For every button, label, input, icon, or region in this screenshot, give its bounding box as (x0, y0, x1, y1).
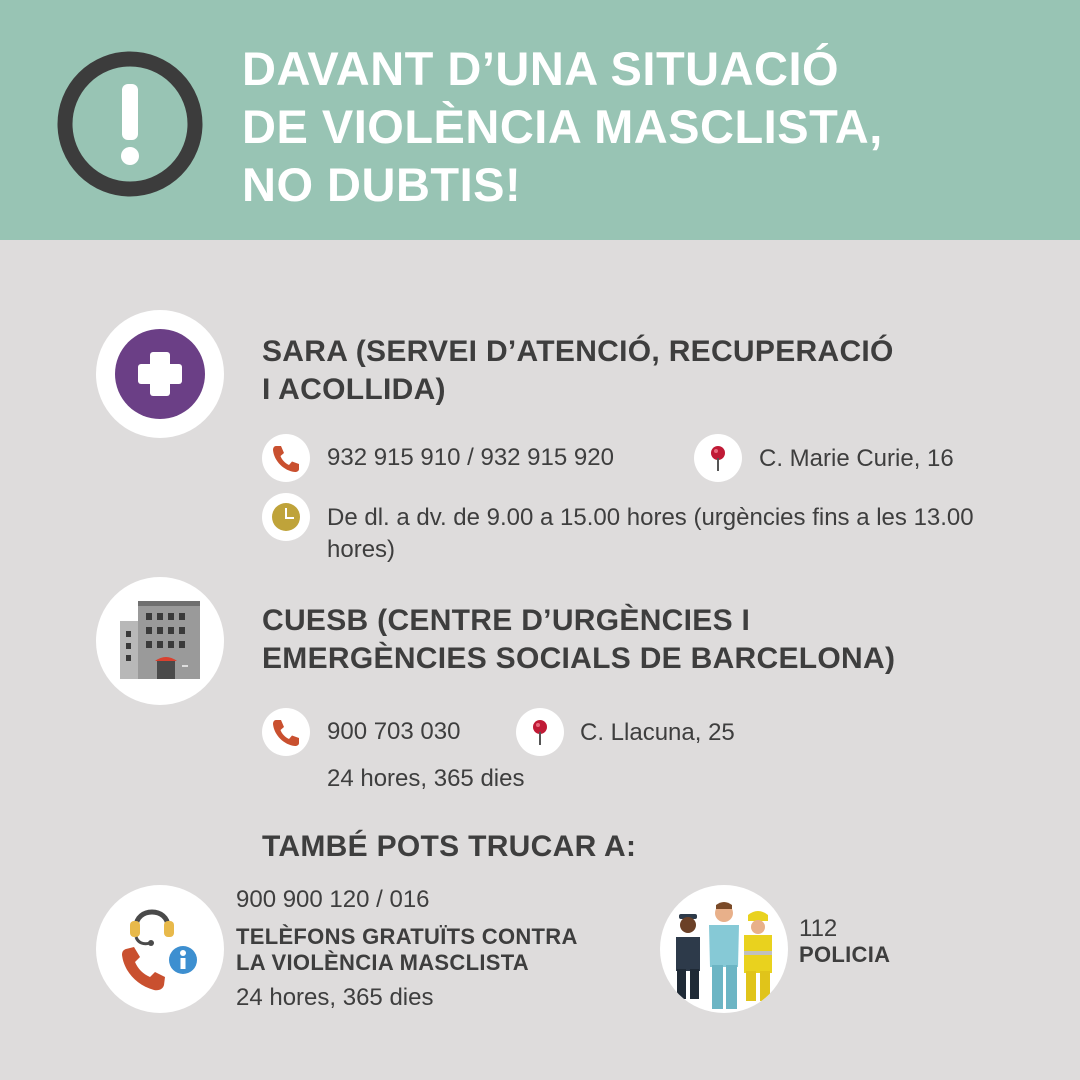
clock-icon (262, 493, 310, 541)
headline-line: DE VIOLÈNCIA MASCLISTA, (242, 100, 883, 153)
cuesb-phone-icon-circle (262, 708, 310, 756)
sara-clock-icon-circle (262, 493, 310, 541)
helpline-label (236, 924, 578, 976)
sara-title-line: SARA (SERVEI D’ATENCIÓ, RECUPERACIÓ (262, 335, 894, 368)
cuesb-icon-circle (96, 577, 224, 705)
emergency-label: POLICIA (799, 942, 891, 967)
sara-icon-circle (96, 310, 224, 438)
building-icon (96, 577, 224, 705)
sara-title (262, 333, 894, 409)
sara-pin-icon-circle (694, 434, 742, 482)
exclamation-circle-icon (56, 50, 204, 198)
sara-phone-icon-circle (262, 434, 310, 482)
emergency-icon-circle (660, 885, 788, 1013)
sara-address: C. Marie Curie, 16 (759, 445, 954, 472)
emergency-services-people-icon (660, 885, 788, 1013)
phone-icon (262, 434, 310, 482)
phone-icon (262, 708, 310, 756)
also-call-heading: TAMBÉ POTS TRUCAR A: (262, 830, 637, 863)
helpline-label-line: TELÈFONS GRATUÏTS CONTRA (236, 924, 578, 949)
headset-phone-info-icon (96, 885, 224, 1013)
helpline-label-line: LA VIOLÈNCIA MASCLISTA (236, 950, 529, 975)
header-banner (0, 0, 1080, 240)
location-pin-icon (694, 434, 742, 482)
cuesb-title (262, 602, 895, 678)
helpline-icon-circle (96, 885, 224, 1013)
headline (242, 40, 1062, 214)
cuesb-hours: 24 hores, 365 dies (327, 765, 525, 792)
cuesb-title-line: EMERGÈNCIES SOCIALS DE BARCELONA) (262, 642, 896, 675)
sara-phone[interactable]: 932 915 910 / 932 915 920 (327, 444, 614, 471)
helpline-hours: 24 hores, 365 dies (236, 984, 434, 1011)
sara-hours: De dl. a dv. de 9.00 a 15.00 hores (urgències fins a les 13.00 hores) (327, 504, 974, 563)
medical-cross-icon (96, 310, 224, 438)
cuesb-pin-icon-circle (516, 708, 564, 756)
helpline-number[interactable]: 900 900 120 / 016 (236, 886, 430, 913)
sara-title-line: I ACOLLIDA) (262, 373, 446, 406)
emergency-number[interactable]: 112 (799, 915, 838, 942)
cuesb-phone[interactable]: 900 703 030 (327, 718, 461, 745)
headline-line: DAVANT D’UNA SITUACIÓ (242, 42, 840, 95)
location-pin-icon (516, 708, 564, 756)
headline-line: NO DUBTIS! (242, 158, 522, 211)
cuesb-title-line: CUESB (CENTRE D’URGÈNCIES I (262, 604, 751, 637)
cuesb-address: C. Llacuna, 25 (580, 719, 735, 746)
